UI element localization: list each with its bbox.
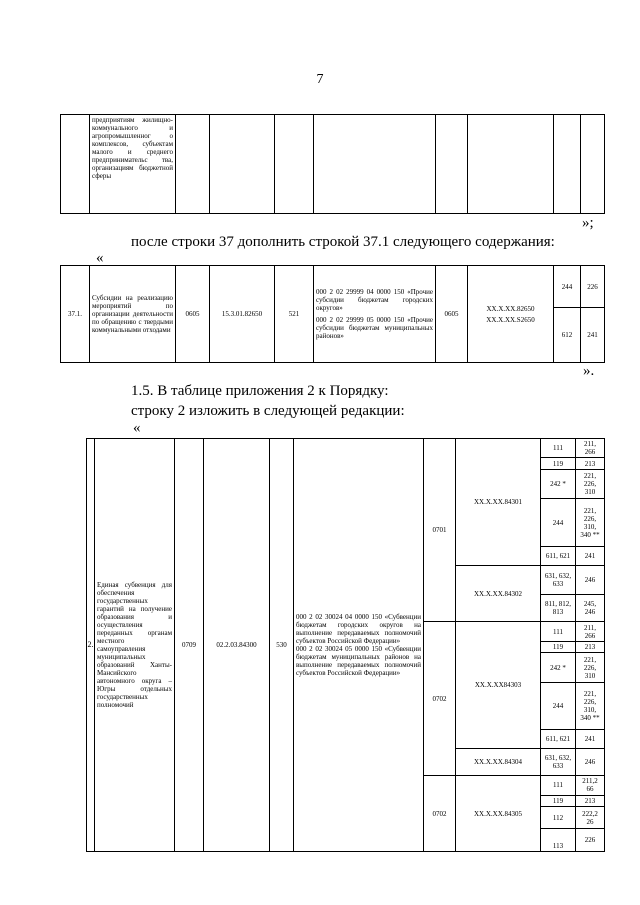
kosgu-code: 211, 266 (576, 439, 605, 458)
target-code-2a: XX.X.XX.82650 (486, 304, 535, 313)
income-code-2: 000 2 02 30024 05 0000 150 «Субвенции бюджетам муниципальных районов на выполнение передаваемых полномочий субъектов Российской Федерации» (296, 645, 421, 677)
kosgu-code: 241 (576, 730, 605, 749)
kosgu-code: 226 (576, 829, 605, 852)
target-code-2: XX.X.XX.84304 (456, 749, 541, 776)
kosgu-code: 211,2 66 (576, 776, 605, 795)
kosgu-code: 213 (576, 458, 605, 469)
row-number: 2. (87, 439, 95, 852)
cell-empty (554, 115, 581, 214)
cell-empty (436, 115, 468, 214)
vr-code: 119 (541, 458, 576, 469)
instruction-add-row: после строки 37 дополнить строкой 37.1 следующего содержания: (131, 234, 555, 250)
cell-empty (581, 115, 605, 214)
target-code-2: XX.X.XX84303 (456, 622, 541, 749)
vr-code: 113 (541, 829, 576, 852)
cell-empty (275, 115, 314, 214)
kosgu-code: 241 (576, 546, 605, 565)
closing-quote-2: ». (583, 363, 595, 379)
opening-quote-2: « (133, 420, 141, 436)
target-code: 02.2.03.84300 (204, 439, 270, 852)
vr-code: 611, 621 (541, 546, 576, 565)
section-code-2: 0605 (436, 266, 468, 363)
section-code-2: 0701 (424, 439, 456, 622)
vr-code: 611, 621 (541, 730, 576, 749)
section-code-2: 0702 (424, 776, 456, 852)
vr-code: 631, 632, 633 (541, 566, 576, 595)
vr-code: 612 (554, 308, 581, 363)
kosgu-code: 246 (576, 749, 605, 776)
kosgu-code: 226 (581, 266, 605, 308)
expense-type: 521 (275, 266, 314, 363)
opening-quote-1: « (96, 250, 104, 266)
row-2-table (86, 438, 605, 852)
vr-code: 244 (541, 682, 576, 729)
target-code-2: XX.X.XX.84305 (456, 776, 541, 852)
cell-empty (210, 115, 275, 214)
kosgu-code: 245, 246 (576, 594, 605, 622)
vr-code: 111 (541, 776, 576, 795)
vr-code: 242 * (541, 653, 576, 683)
vr-code: 631, 632, 633 (541, 749, 576, 776)
cell-recipients: предприятиям жилищно-коммунального и агропромышленног о комплексов, субъектам малого и среднего предпринимательс тва, организациям бюджетной сферы (90, 115, 176, 214)
continuation-table (60, 114, 605, 214)
kosgu-code: 213 (576, 641, 605, 652)
section-code-2: 0702 (424, 622, 456, 776)
cell-empty (61, 115, 90, 214)
kosgu-code: 213 (576, 795, 605, 806)
income-code-cell (294, 439, 424, 852)
kosgu-code: 221, 226, 310 (576, 653, 605, 683)
income-code-1: 000 2 02 30024 04 0000 150 «Субвенции бюджетам городских округов на выполнение передаваемых полномочий субъектов Российской Федерации» (296, 613, 421, 645)
kosgu-code: 221, 226, 310, 340 ** (576, 682, 605, 729)
expense-type: 530 (270, 439, 294, 852)
vr-code: 242 * (541, 469, 576, 499)
vr-code: 119 (541, 641, 576, 652)
vr-code: 119 (541, 795, 576, 806)
vr-code: 244 (541, 499, 576, 546)
vr-code: 111 (541, 439, 576, 458)
target-code-2b: XX.X.XX.S2650 (486, 315, 535, 324)
income-code-2: 000 2 02 29999 05 0000 150 «Прочие субсидии бюджетам муниципальных районов» (316, 316, 433, 340)
vr-code: 112 (541, 806, 576, 829)
cell-empty (314, 115, 436, 214)
target-code-2: XX.X.XX.84302 (456, 566, 541, 622)
kosgu-code: 246 (576, 566, 605, 595)
kosgu-code: 241 (581, 308, 605, 363)
vr-code: 811, 812, 813 (541, 594, 576, 622)
row-name: Единая субвенция для обеспечения государственных гарантий на получение образования и осуществления переданных органам местного самоуправления муниципальных образований Ханты-Мансийского автономного округа – Югры отдельных государственных полномочий (95, 439, 175, 852)
row-name: Субсидии на реализацию мероприятий по организации деятельности по обращению с твердыми коммунальными отходами (90, 266, 176, 363)
cell-empty (468, 115, 554, 214)
section-code: 0709 (175, 439, 204, 852)
heading-1-5: 1.5. В таблице приложения 2 к Порядку: (131, 383, 389, 399)
kosgu-code: 221, 226, 310 (576, 469, 605, 499)
cell-empty (176, 115, 210, 214)
instruction-replace-row: строку 2 изложить в следующей редакции: (131, 403, 405, 419)
section-code: 0605 (176, 266, 210, 363)
income-code-cell (314, 266, 436, 363)
vr-code: 244 (554, 266, 581, 308)
target-code: 15.3.01.82650 (210, 266, 275, 363)
income-code-1: 000 2 02 29999 04 0000 150 «Прочие субсидии бюджетам городских округов» (316, 288, 433, 312)
page-number: 7 (316, 72, 324, 87)
kosgu-code: 221, 226, 310, 340 ** (576, 499, 605, 546)
closing-quote-1: »; (582, 215, 594, 231)
row-37-1-table (60, 265, 605, 363)
kosgu-code: 211, 266 (576, 622, 605, 641)
vr-code: 111 (541, 622, 576, 641)
target-code-2 (468, 266, 554, 363)
kosgu-code: 222,2 26 (576, 806, 605, 829)
target-code-2: XX.X.XX.84301 (456, 439, 541, 566)
row-number: 37.1. (61, 266, 90, 363)
